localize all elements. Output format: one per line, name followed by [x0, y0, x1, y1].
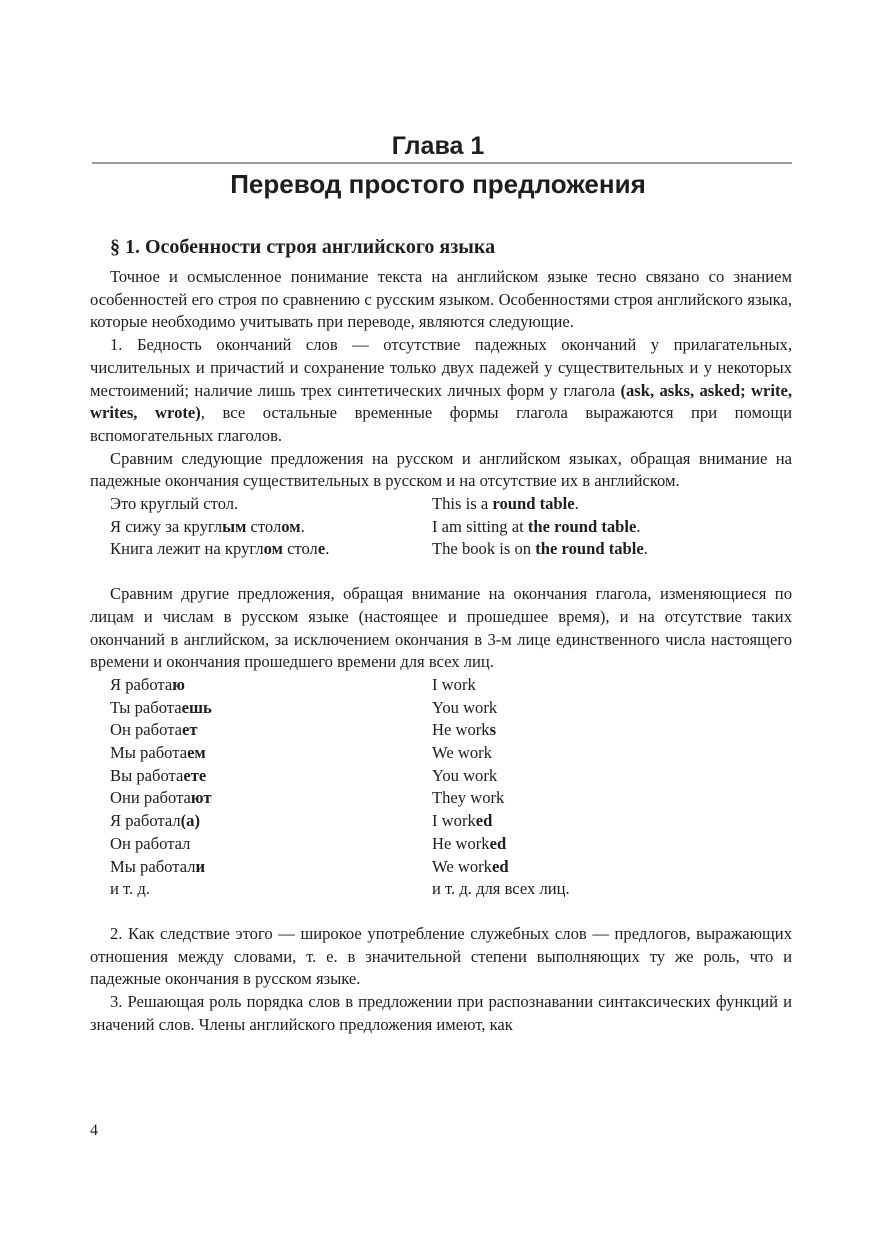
example-row — [90, 719, 792, 742]
highlighted-ending: ю — [172, 674, 185, 694]
russian-example — [90, 674, 432, 697]
russian-example — [90, 697, 432, 720]
example-row — [90, 538, 792, 561]
example-row — [90, 878, 792, 901]
english-example — [432, 697, 792, 720]
verb-examples — [90, 674, 792, 901]
example-text: . — [574, 494, 579, 514]
example-text: . — [636, 516, 641, 536]
example-row — [90, 787, 792, 810]
russian-example — [90, 516, 432, 539]
english-example — [432, 810, 792, 833]
english-example — [432, 674, 792, 697]
example-row — [90, 674, 792, 697]
example-row — [90, 765, 792, 788]
highlighted-ending: е — [317, 539, 326, 559]
compare-verbs-paragraph: Сравним другие предложения, обращая внимание на окончания глагола, изменяющиеся по лицам и числам в русском языке (настоящее и прошедшее время), и на отсутствие таких окончаний в английском, за исключением окончания в 3-м лице единственного числа настоящего времени и окончания прошедшего времени для всех лиц. — [90, 584, 792, 672]
example-text: Вы работа — [110, 765, 184, 785]
highlighted-ending: ете — [183, 765, 207, 785]
item1-text: 1. Бедность окончаний слов — отсутствие падежных окончаний у прилагательных, числительных и причастий и сохранение только двух падежей у существительных и у некоторых местоимений; наличие лишь трех синтетических личных форм у глагола — [90, 335, 792, 400]
highlighted-ending: ым — [222, 516, 247, 536]
example-row — [90, 742, 792, 765]
english-example — [432, 538, 792, 561]
example-text: You work — [432, 765, 498, 785]
highlighted-ending: ом — [263, 539, 283, 559]
english-example — [432, 787, 792, 810]
example-text: . — [325, 539, 330, 559]
example-text: I am sitting at — [432, 516, 528, 536]
example-row — [90, 856, 792, 879]
english-example — [432, 719, 792, 742]
highlighted-ending: ed — [475, 811, 493, 831]
intro-paragraph: Точное и осмысленное понимание текста на английском языке тесно связано со знанием особенностей его строя по сравнению с русским языком. Особенностями строя английского языка, которые необходимо учитывать при переводе, являются следующие. — [90, 267, 792, 332]
highlighted-ending: ом — [281, 516, 301, 536]
chapter-divider — [92, 162, 792, 164]
highlighted-ending: (а) — [180, 811, 201, 831]
english-example — [432, 833, 792, 856]
russian-example — [90, 878, 432, 901]
example-row — [90, 493, 792, 516]
example-row — [90, 833, 792, 856]
highlighted-ending: ет — [182, 720, 198, 740]
example-text: Мы работал — [110, 856, 196, 876]
example-row — [90, 516, 792, 539]
noun-examples — [90, 493, 792, 561]
example-text: и т. д. для всех лиц. — [432, 879, 570, 899]
example-text: Я работал — [110, 811, 181, 831]
example-text: Мы работа — [110, 743, 188, 763]
english-example — [432, 493, 792, 516]
example-text: I work — [432, 811, 476, 831]
example-text: I work — [432, 674, 476, 694]
example-text: стол — [282, 539, 318, 559]
highlighted-ending: the round table — [527, 516, 637, 536]
english-example — [432, 742, 792, 765]
example-text: He work — [432, 833, 490, 853]
english-example — [432, 878, 792, 901]
example-text: . — [300, 516, 305, 536]
english-example — [432, 765, 792, 788]
section-title: § 1. Особенности строя английского языка — [110, 236, 496, 258]
example-text: . — [643, 539, 648, 559]
example-text: We work — [432, 856, 492, 876]
chapter-title: Перевод простого предложения — [230, 169, 646, 199]
english-example — [432, 856, 792, 879]
example-text: They work — [432, 788, 505, 808]
example-text: Он работа — [110, 720, 183, 740]
russian-example — [90, 493, 432, 516]
russian-example — [90, 742, 432, 765]
russian-example — [90, 810, 432, 833]
item3-paragraph: 3. Решающая роль порядка слов в предложении при распознавании синтаксических функций и значений слов. Члены английского предложения имеют, как — [90, 992, 792, 1034]
russian-example — [90, 787, 432, 810]
highlighted-ending: s — [489, 720, 497, 740]
highlighted-ending: round table — [492, 494, 575, 514]
example-text: Это круглый стол. — [110, 494, 239, 514]
russian-example — [90, 538, 432, 561]
highlighted-ending: и — [195, 856, 206, 876]
example-text: We work — [432, 743, 492, 763]
highlighted-ending: ют — [190, 788, 212, 808]
example-text: He work — [432, 720, 490, 740]
example-text: Он работал — [110, 833, 191, 853]
highlighted-ending: ed — [489, 833, 507, 853]
russian-example — [90, 719, 432, 742]
example-text: Ты работа — [110, 697, 182, 717]
highlighted-ending: ed — [491, 856, 509, 876]
spacer — [90, 561, 792, 583]
russian-example — [90, 856, 432, 879]
item1-text-end: , все остальные временные формы глагола выражаются при помощи вспомогательных глаголов. — [90, 403, 792, 445]
page-number: 4 — [90, 1122, 98, 1139]
example-text: Они работа — [110, 788, 191, 808]
highlighted-ending: ем — [187, 743, 206, 763]
example-text: Я работа — [110, 674, 173, 694]
spacer — [90, 901, 792, 923]
english-example — [432, 516, 792, 539]
example-text: Я сижу за кругл — [110, 516, 223, 536]
example-text: You work — [432, 697, 498, 717]
item2-paragraph: 2. Как следствие этого — широкое употребление служебных слов — предлогов, выражающих отношения между словами, т. е. в значительной степени выполняющих ту же роль, что и падежные окончания в русском языке. — [90, 923, 792, 989]
highlighted-ending: the round table — [535, 539, 644, 559]
example-text: стол — [246, 516, 282, 536]
example-text: This is a — [432, 494, 493, 514]
item1-verb-forms: (ask, asks, asked; write, writes, wrote) — [90, 380, 792, 423]
chapter-number: Глава 1 — [391, 132, 485, 160]
item1-paragraph — [90, 334, 792, 448]
example-text: и т. д. — [110, 879, 150, 899]
example-text: The book is on — [432, 539, 536, 559]
page-content — [90, 232, 792, 1037]
example-row — [90, 810, 792, 833]
compare-nouns-paragraph: Сравним следующие предложения на русском и английском языках, обращая внимание на падежные окончания существительных в русском и на отсутствие их в английском. — [90, 448, 792, 491]
highlighted-ending: ешь — [181, 697, 212, 717]
russian-example — [90, 765, 432, 788]
russian-example — [90, 833, 432, 856]
example-text: Книга лежит на кругл — [110, 539, 264, 559]
example-row — [90, 697, 792, 720]
